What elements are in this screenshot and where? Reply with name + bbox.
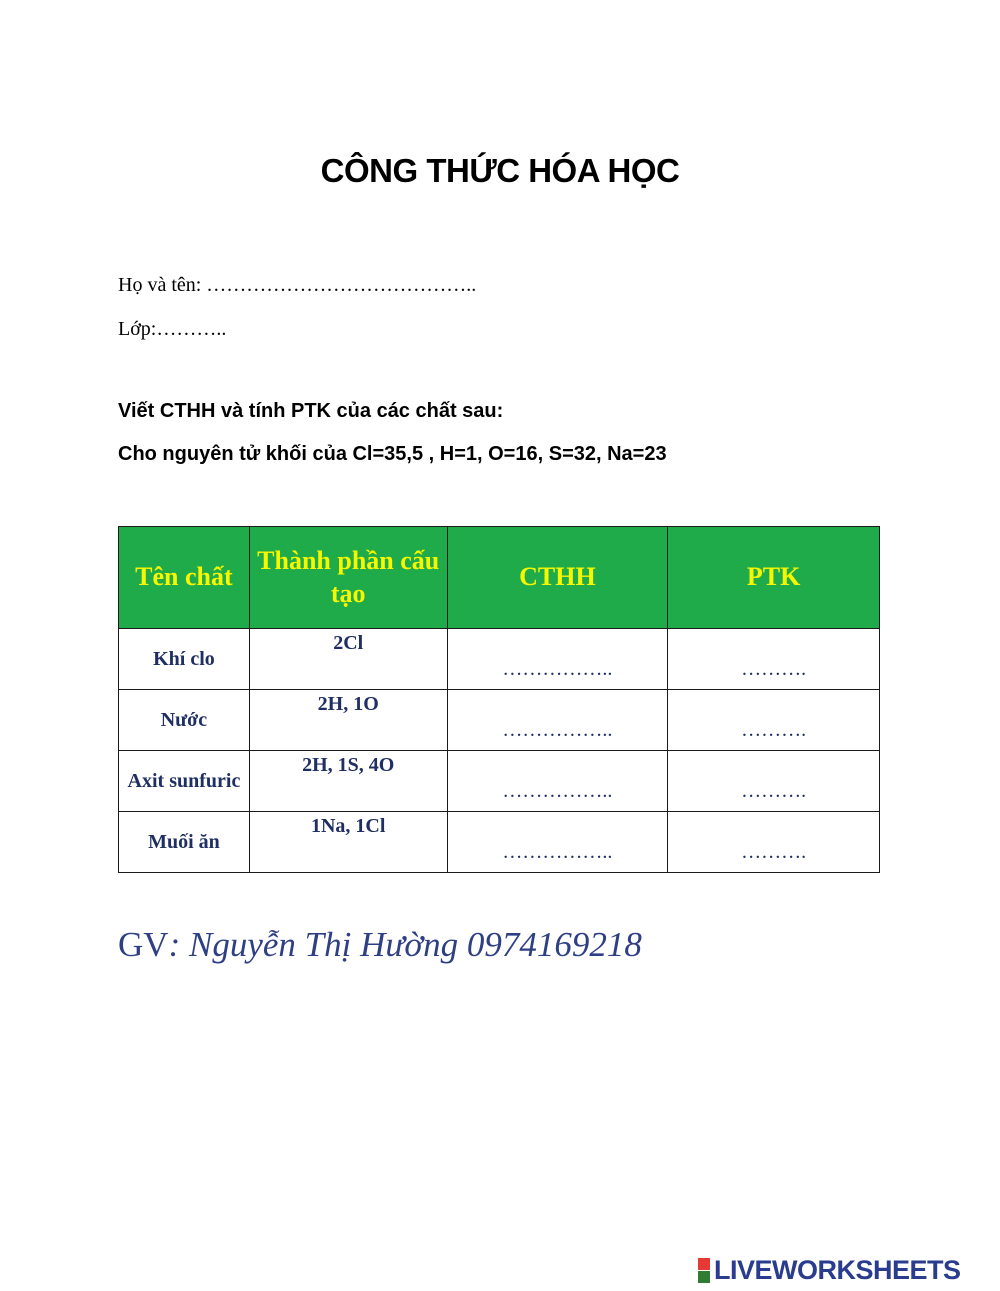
liveworksheets-logo-icon — [698, 1258, 710, 1283]
substance-name: Muối ăn — [119, 812, 250, 873]
weight-answer-field[interactable]: ………. — [668, 690, 880, 751]
composition-cell: 2H, 1S, 4O — [249, 751, 447, 812]
weight-answer-field[interactable]: ………. — [668, 629, 880, 690]
header-substance-name: Tên chất — [119, 527, 250, 629]
substance-name: Nước — [119, 690, 250, 751]
liveworksheets-brand — [698, 1255, 961, 1286]
table-row — [119, 690, 880, 751]
formula-answer-field[interactable]: …………….. — [447, 751, 668, 812]
weight-answer-field[interactable]: ………. — [668, 751, 880, 812]
exercise-table — [118, 526, 880, 873]
formula-answer-field[interactable]: …………….. — [447, 812, 668, 873]
class-field[interactable]: Lớp:……….. — [118, 318, 227, 340]
header-formula: CTHH — [447, 527, 668, 629]
composition-cell: 1Na, 1Cl — [249, 812, 447, 873]
teacher-signature — [118, 925, 642, 965]
formula-answer-field[interactable]: …………….. — [447, 629, 668, 690]
atomic-mass-info: Cho nguyên tử khối của Cl=35,5 , H=1, O=16, S=32, Na=23 — [118, 443, 667, 465]
table-row — [119, 629, 880, 690]
formula-answer-field[interactable]: …………….. — [447, 690, 668, 751]
page-title: CÔNG THỨC HÓA HỌC — [320, 152, 680, 189]
substance-name: Khí clo — [119, 629, 250, 690]
teacher-prefix: GV — [118, 925, 169, 964]
table-row — [119, 812, 880, 873]
table-header-row — [119, 527, 880, 629]
instruction-text: Viết CTHH và tính PTK của các chất sau: — [118, 400, 504, 422]
teacher-name: : Nguyễn Thị Hường 0974169218 — [168, 925, 642, 964]
header-molecular-weight: PTK — [668, 527, 880, 629]
weight-answer-field[interactable]: ………. — [668, 812, 880, 873]
header-composition: Thành phần cấu tạo — [249, 527, 447, 629]
student-name-field[interactable]: Họ và tên: ………………………………….. — [118, 274, 477, 296]
table-row — [119, 751, 880, 812]
substance-name: Axit sunfuric — [119, 751, 250, 812]
brand-text: LIVEWORKSHEETS — [714, 1255, 961, 1285]
composition-cell: 2Cl — [249, 629, 447, 690]
composition-cell: 2H, 1O — [249, 690, 447, 751]
